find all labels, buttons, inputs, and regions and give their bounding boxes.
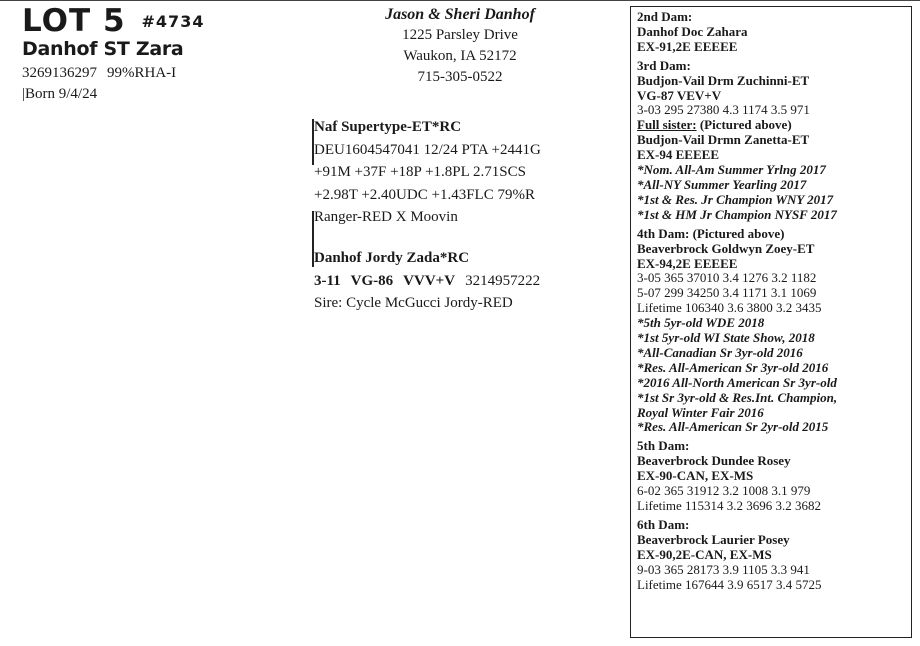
ancestor-score: EX-90,2E-CAN, EX-MS — [637, 546, 772, 562]
production-record: Lifetime 115314 3.2 3696 3.2 3682 — [637, 498, 822, 513]
sixth-dam — [637, 518, 905, 593]
section-label: 5th Dam: — [637, 438, 690, 454]
section-label: 2nd Dam: — [637, 9, 693, 24]
ancestor-score: EX-94,2E EEEEE — [637, 255, 738, 271]
sire-line: +91M +37F +18P +1.8PL 2.71SCS — [314, 164, 526, 180]
production-record: 9-03 365 28173 3.9 1105 3.3 941 — [637, 561, 810, 577]
ancestor-score: VG-87 VEV+V — [637, 87, 722, 103]
owner-street: 1225 Parsley Drive — [402, 27, 518, 43]
section-label: 3rd Dam: — [637, 57, 691, 73]
second-dam — [637, 10, 905, 55]
award-line: *Nom. All-Am Summer Yrlng 2017 — [637, 162, 826, 178]
ancestor-name: Beaverbrock Dundee Rosey — [637, 453, 791, 469]
ancestor-name: Budjon-Vail Drm Zuchinni-ET — [637, 72, 810, 88]
owner-city: Waukon, IA 52172 — [403, 48, 517, 64]
lot-title: LOT 5 — [22, 3, 126, 39]
dam-registration: 3214957222 — [465, 272, 541, 289]
ancestor-name: Danhof Doc Zahara — [637, 23, 748, 39]
section-label: 6th Dam: — [637, 516, 690, 532]
full-sister-label: Full sister: — [637, 117, 697, 133]
lot-header — [22, 4, 204, 38]
production-record: 6-02 365 31912 3.2 1008 3.1 979 — [637, 483, 811, 499]
dam-breakdown: VVV+V — [403, 272, 456, 289]
sire-bracket — [312, 119, 314, 165]
award-line: *1st & Res. Jr Champion WNY 2017 — [637, 191, 834, 207]
production-record: Lifetime 106340 3.6 3800 3.2 3435 — [637, 300, 822, 316]
production-record: 3-03 295 27380 4.3 1174 3.5 971 — [637, 102, 810, 118]
dam-score: VG-86 — [350, 272, 394, 289]
owner-phone: 715-305-0522 — [417, 69, 503, 85]
maternal-pedigree-box — [630, 6, 912, 638]
dam-name: Danhof Jordy Zada*RC — [314, 250, 470, 266]
fifth-dam — [637, 439, 905, 514]
award-line: *2016 All-North American Sr 3yr-old — [637, 374, 837, 390]
award-line: *All-NY Summer Yearling 2017 — [637, 176, 807, 192]
award-line: *1st & HM Jr Champion NYSF 2017 — [637, 206, 837, 222]
dam-sire: Sire: Cycle McGucci Jordy-RED — [314, 295, 513, 311]
animal-registration — [22, 65, 176, 82]
award-line: *All-Canadian Sr 3yr-old 2016 — [637, 344, 803, 360]
award-line: Royal Winter Fair 2016 — [637, 404, 764, 420]
dam-classification — [314, 270, 614, 293]
sire-line: Ranger-RED X Moovin — [314, 209, 458, 225]
section-label: 4th Dam: (Pictured above) — [637, 225, 785, 241]
genetic-percent: 99%RHA-I — [107, 65, 177, 81]
sister-score: EX-94 EEEEE — [637, 147, 719, 163]
ancestor-name: Beaverbrock Goldwyn Zoey-ET — [637, 240, 815, 256]
dam-age: 3-11 — [314, 272, 341, 289]
full-sister-heading — [637, 118, 905, 133]
registration-number: 3269136297 — [22, 65, 97, 81]
lot-number: #4734 — [141, 12, 205, 31]
dam-bracket — [312, 211, 314, 267]
fourth-dam — [637, 227, 905, 436]
production-record: Lifetime 167644 3.9 6517 3.4 5725 — [637, 576, 822, 592]
award-line: *Res. All-American Sr 3yr-old 2016 — [637, 359, 829, 375]
production-record: 3-05 365 37010 3.4 1276 3.2 1182 — [637, 270, 817, 286]
award-line: *5th 5yr-old WDE 2018 — [637, 315, 765, 331]
sire-line: DEU1604547041 12/24 PTA +2441G — [314, 141, 541, 158]
third-dam — [637, 59, 905, 223]
birth-date: |Born 9/4/24 — [22, 86, 98, 102]
production-record: 5-07 299 34250 3.4 1171 3.1 1069 — [637, 285, 817, 301]
ancestor-score: EX-90-CAN, EX-MS — [637, 468, 754, 484]
sire-block — [314, 116, 614, 229]
top-rule — [0, 0, 920, 1]
dam-block — [314, 247, 614, 315]
ancestor-name: Beaverbrock Laurier Posey — [637, 531, 790, 547]
consignor-contact — [310, 4, 610, 88]
animal-name: Danhof ST Zara — [22, 38, 184, 60]
full-sister-note: (Pictured above) — [696, 117, 792, 133]
sire-name: Naf Supertype-ET*RC — [314, 119, 462, 135]
sister-name: Budjon-Vail Drmn Zanetta-ET — [637, 132, 810, 148]
ancestor-score: EX-91,2E EEEEE — [637, 38, 738, 54]
sire-line: +2.98T +2.40UDC +1.43FLC 79%R — [314, 186, 535, 203]
award-line: *Res. All-American Sr 2yr-old 2015 — [637, 419, 829, 435]
award-line: *1st 5yr-old WI State Show, 2018 — [637, 330, 815, 346]
award-line: *1st Sr 3yr-old & Res.Int. Champion, — [637, 389, 838, 405]
owner-name: Jason & Sheri Danhof — [385, 6, 535, 23]
